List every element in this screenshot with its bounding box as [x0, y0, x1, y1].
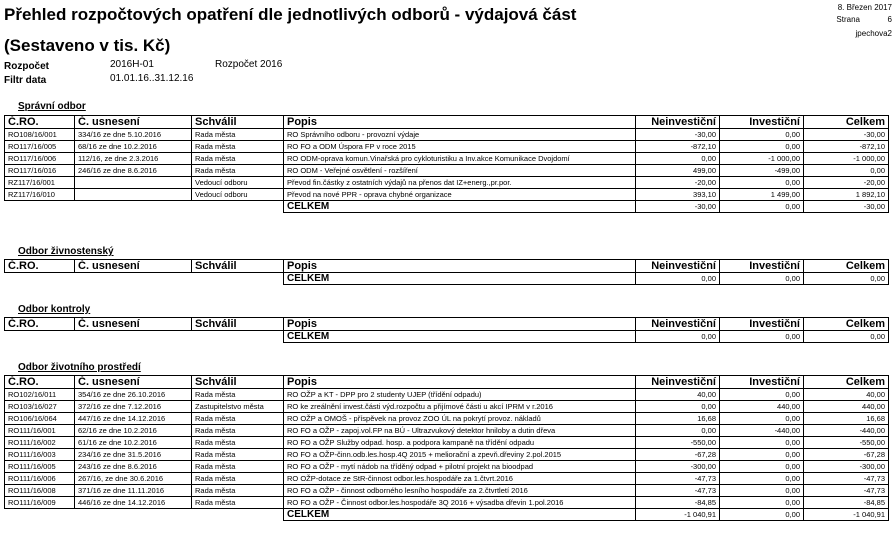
table-cell: RO111/16/006 — [5, 473, 75, 485]
table-cell: -84,85 — [804, 497, 889, 509]
table-cell: Převod fin.částky z ostatních výdajů na přenos dat IZ+energ.,pr.por. — [284, 177, 636, 189]
table-cell: 234/16 ze dne 31.5.2016 — [75, 449, 192, 461]
page-number: 6 — [887, 15, 892, 24]
column-header: Č.RO. — [5, 318, 75, 331]
blank-cell — [5, 201, 75, 213]
table-cell: RO ODM - Veřejné osvětlení - rozšíření — [284, 165, 636, 177]
column-header: Č.RO. — [5, 116, 75, 129]
column-header: Schválil — [192, 116, 284, 129]
table-cell: -1 000,00 — [804, 153, 889, 165]
column-header: Neinvestiční — [636, 260, 720, 273]
column-header: Celkem — [804, 116, 889, 129]
total-value: 0,00 — [720, 331, 804, 343]
total-value: 0,00 — [720, 201, 804, 213]
table-header-row — [5, 376, 889, 389]
table-cell: 0,00 — [720, 461, 804, 473]
blank-cell — [75, 331, 192, 343]
table-cell: 16,68 — [636, 413, 720, 425]
table-cell: Rada města — [192, 497, 284, 509]
table-cell: 440,00 — [720, 401, 804, 413]
table-cell: Rada města — [192, 153, 284, 165]
table-cell: Rada města — [192, 129, 284, 141]
table-cell: -20,00 — [804, 177, 889, 189]
table-cell: Rada města — [192, 165, 284, 177]
section-table-spravni — [4, 115, 889, 213]
blank-cell — [192, 509, 284, 521]
table-row — [5, 437, 889, 449]
table-cell: RO FO a OŽP - zapoj.vol.FP na BÚ - Ultrazvukový detektor hniloby a dutin dřeva — [284, 425, 636, 437]
table-cell: 447/16 ze dne 14.12.2016 — [75, 413, 192, 425]
table-cell: 393,10 — [636, 189, 720, 201]
table-cell: 0,00 — [720, 389, 804, 401]
table-cell: -47,73 — [636, 485, 720, 497]
table-cell: RO ke zreálnění invest.části výd.rozpočtu a přijímové části u akcí IPRM v r.2016 — [284, 401, 636, 413]
filtr-label: Filtr data — [4, 75, 47, 86]
table-cell: RO FO a OŽP - Činnost odbor.les.hospodáře 3Q 2016 + výsadba dřevin 1.pol.2016 — [284, 497, 636, 509]
table-cell: RO FO a OŽP-činn.odb.les.hosp.4Q 2015 + meliorační a zpevň.dřeviny 2.pol.2015 — [284, 449, 636, 461]
column-header: Č.RO. — [5, 376, 75, 389]
table-cell: RO FO a OŽP - činnost odborného lesního hospodáře za 2.čtvrtletí 2016 — [284, 485, 636, 497]
table-cell: RO117/16/016 — [5, 165, 75, 177]
table-cell: Rada města — [192, 449, 284, 461]
table-cell: -440,00 — [720, 425, 804, 437]
table-cell: 0,00 — [720, 497, 804, 509]
table-row — [5, 473, 889, 485]
table-cell: RO OŽP-dotace ze StR-činnost odbor.les.hospodáře za 1.čtvrt.2016 — [284, 473, 636, 485]
table-header-row — [5, 318, 889, 331]
table-cell: Rada města — [192, 437, 284, 449]
table-cell: 1 499,00 — [720, 189, 804, 201]
table-cell: -67,28 — [636, 449, 720, 461]
table-row — [5, 413, 889, 425]
blank-cell — [75, 273, 192, 285]
table-cell: 0,00 — [720, 449, 804, 461]
blank-cell — [192, 273, 284, 285]
table-cell: -440,00 — [804, 425, 889, 437]
table-cell: 499,00 — [636, 165, 720, 177]
total-value: 0,00 — [636, 273, 720, 285]
total-value: -1 040,91 — [636, 509, 720, 521]
table-row — [5, 497, 889, 509]
total-value: -30,00 — [804, 201, 889, 213]
table-cell: 61/16 ze dne 10.2.2016 — [75, 437, 192, 449]
total-value: 0,00 — [720, 509, 804, 521]
blank-cell — [5, 331, 75, 343]
table-cell: 112/16, ze dne 2.3.2016 — [75, 153, 192, 165]
table-cell: 0,00 — [636, 153, 720, 165]
section-table-zivnostensky — [4, 259, 889, 285]
table-cell: 354/16 ze dne 26.10.2016 — [75, 389, 192, 401]
table-row — [5, 449, 889, 461]
column-header: Č. usnesení — [75, 116, 192, 129]
table-header-row — [5, 260, 889, 273]
blank-cell — [5, 273, 75, 285]
table-cell: Rada města — [192, 413, 284, 425]
table-cell: 40,00 — [804, 389, 889, 401]
table-cell: RO108/16/001 — [5, 129, 75, 141]
table-cell: RO Správního odboru - provozní výdaje — [284, 129, 636, 141]
table-cell: -550,00 — [636, 437, 720, 449]
column-header: Schválil — [192, 376, 284, 389]
table-cell: 334/16 ze dne 5.10.2016 — [75, 129, 192, 141]
table-cell: -300,00 — [636, 461, 720, 473]
table-cell: 372/16 ze dne 7.12.2016 — [75, 401, 192, 413]
total-label: CELKEM — [284, 201, 636, 213]
rozpocet-code: 2016H-01 — [110, 59, 154, 70]
table-cell: Rada města — [192, 389, 284, 401]
total-value: -1 040,91 — [804, 509, 889, 521]
total-label: CELKEM — [284, 331, 636, 343]
table-cell: RZ117/16/010 — [5, 189, 75, 201]
table-row — [5, 461, 889, 473]
table-cell: 0,00 — [720, 129, 804, 141]
table-cell: -47,73 — [636, 473, 720, 485]
column-header: Investiční — [720, 376, 804, 389]
table-cell: 68/16 ze dne 10.2.2016 — [75, 141, 192, 153]
table-cell — [75, 189, 192, 201]
section-title-zivotni-prostredi: Odbor životního prostředí — [18, 362, 141, 373]
table-cell: 371/16 ze dne 11.11.2016 — [75, 485, 192, 497]
table-cell: RO117/16/006 — [5, 153, 75, 165]
table-cell: RO OŽP a OMOŠ - příspěvek na provoz ZOO ÚL na pokrytí provoz. nákladů — [284, 413, 636, 425]
column-header: Č. usnesení — [75, 260, 192, 273]
table-cell: RO FO a ODM Úspora FP v roce 2015 — [284, 141, 636, 153]
table-cell: -499,00 — [720, 165, 804, 177]
total-row — [5, 201, 889, 213]
table-cell: 267/16, ze dne 30.6.2016 — [75, 473, 192, 485]
blank-cell — [75, 509, 192, 521]
table-cell — [75, 177, 192, 189]
table-cell: -872,10 — [636, 141, 720, 153]
table-cell: RO111/16/009 — [5, 497, 75, 509]
table-cell: 62/16 ze dne 10.2.2016 — [75, 425, 192, 437]
column-header: Investiční — [720, 116, 804, 129]
column-header: Č. usnesení — [75, 376, 192, 389]
table-cell: -872,10 — [804, 141, 889, 153]
table-row — [5, 177, 889, 189]
report-date: 8. Březen 2017 — [837, 3, 892, 12]
table-cell: Rada města — [192, 485, 284, 497]
column-header: Investiční — [720, 318, 804, 331]
column-header: Investiční — [720, 260, 804, 273]
report-subtitle: (Sestaveno v tis. Kč) — [4, 36, 171, 55]
table-cell: -47,73 — [804, 473, 889, 485]
table-cell: 243/16 ze dne 8.6.2016 — [75, 461, 192, 473]
table-cell: -1 000,00 — [720, 153, 804, 165]
table-cell: 0,00 — [720, 413, 804, 425]
table-cell: -300,00 — [804, 461, 889, 473]
table-cell: 40,00 — [636, 389, 720, 401]
table-cell: -20,00 — [636, 177, 720, 189]
column-header: Neinvestiční — [636, 116, 720, 129]
table-cell: RO102/16/011 — [5, 389, 75, 401]
rozpocet-name: Rozpočet 2016 — [215, 59, 283, 70]
column-header: Popis — [284, 376, 636, 389]
table-cell: 246/16 ze dne 8.6.2016 — [75, 165, 192, 177]
blank-cell — [192, 331, 284, 343]
table-cell: RO117/16/005 — [5, 141, 75, 153]
column-header: Neinvestiční — [636, 318, 720, 331]
table-cell: -550,00 — [804, 437, 889, 449]
table-cell: 440,00 — [804, 401, 889, 413]
table-cell: Rada města — [192, 425, 284, 437]
table-cell: RO ODM-oprava komun.Vinařská pro cykloturistiku a Inv.akce Komunikace Dvojdomí — [284, 153, 636, 165]
blank-cell — [75, 201, 192, 213]
total-row — [5, 331, 889, 343]
column-header: Popis — [284, 260, 636, 273]
table-cell: RO FO a OŽP Služby odpad. hosp. a podpora kampaně na třídění odpadu — [284, 437, 636, 449]
table-cell: RO FO a OŽP - mytí nádob na tříděný odpad + pilotní projekt na bioodpad — [284, 461, 636, 473]
column-header: Schválil — [192, 318, 284, 331]
total-row — [5, 509, 889, 521]
section-title-spravni: Správní odbor — [18, 101, 86, 112]
table-cell: -67,28 — [804, 449, 889, 461]
table-cell: Rada města — [192, 461, 284, 473]
column-header: Celkem — [804, 376, 889, 389]
total-label: CELKEM — [284, 509, 636, 521]
total-label: CELKEM — [284, 273, 636, 285]
section-title-kontroly: Odbor kontroly — [18, 304, 91, 315]
table-cell: RO111/16/005 — [5, 461, 75, 473]
column-header: Celkem — [804, 318, 889, 331]
table-cell: Zastupitelstvo města — [192, 401, 284, 413]
table-cell: 0,00 — [720, 141, 804, 153]
rozpocet-label: Rozpočet — [4, 61, 49, 72]
table-cell: 0,00 — [804, 165, 889, 177]
table-cell: RO111/16/003 — [5, 449, 75, 461]
column-header: Celkem — [804, 260, 889, 273]
filtr-value: 01.01.16..31.12.16 — [110, 73, 194, 84]
table-cell: Vedoucí odboru — [192, 177, 284, 189]
table-cell: 0,00 — [636, 425, 720, 437]
table-cell: RO111/16/008 — [5, 485, 75, 497]
table-cell: 0,00 — [720, 473, 804, 485]
table-cell: RO OŽP a KT - DPP pro 2 studenty UJEP (třídění odpadu) — [284, 389, 636, 401]
table-row — [5, 189, 889, 201]
table-row — [5, 425, 889, 437]
table-cell: 0,00 — [720, 485, 804, 497]
blank-cell — [5, 509, 75, 521]
blank-cell — [192, 201, 284, 213]
table-cell: -84,85 — [636, 497, 720, 509]
table-cell: RO111/16/001 — [5, 425, 75, 437]
user-name: jpechova2 — [855, 29, 892, 38]
column-header: Č.RO. — [5, 260, 75, 273]
table-cell: RO103/16/027 — [5, 401, 75, 413]
column-header: Popis — [284, 116, 636, 129]
table-row — [5, 129, 889, 141]
table-cell: -47,73 — [804, 485, 889, 497]
section-table-kontroly — [4, 317, 889, 343]
table-cell: 0,00 — [720, 177, 804, 189]
total-value: -30,00 — [636, 201, 720, 213]
page-label: Strana — [836, 15, 860, 24]
table-cell: 16,68 — [804, 413, 889, 425]
table-cell: 0,00 — [720, 437, 804, 449]
table-cell: Rada města — [192, 141, 284, 153]
table-cell: Rada města — [192, 473, 284, 485]
column-header: Popis — [284, 318, 636, 331]
table-cell: RO106/16/064 — [5, 413, 75, 425]
total-row — [5, 273, 889, 285]
column-header: Č. usnesení — [75, 318, 192, 331]
table-cell: 0,00 — [636, 401, 720, 413]
table-row — [5, 389, 889, 401]
table-row — [5, 485, 889, 497]
table-row — [5, 153, 889, 165]
table-row — [5, 165, 889, 177]
table-cell: Převod na nové PPR - oprava chybné organizace — [284, 189, 636, 201]
table-row — [5, 401, 889, 413]
section-title-zivnostensky: Odbor živnostenský — [18, 246, 114, 257]
column-header: Schválil — [192, 260, 284, 273]
table-cell: RO111/16/002 — [5, 437, 75, 449]
section-table-zivotni-prostredi — [4, 375, 889, 521]
total-value: 0,00 — [720, 273, 804, 285]
table-cell: Vedoucí odboru — [192, 189, 284, 201]
table-cell: -30,00 — [636, 129, 720, 141]
total-value: 0,00 — [636, 331, 720, 343]
report-title: Přehled rozpočtových opatření dle jednotlivých odborů - výdajová část — [4, 5, 577, 24]
table-row — [5, 141, 889, 153]
table-cell: 1 892,10 — [804, 189, 889, 201]
total-value: 0,00 — [804, 331, 889, 343]
table-cell: 446/16 ze dne 14.12.2016 — [75, 497, 192, 509]
table-header-row — [5, 116, 889, 129]
table-cell: -30,00 — [804, 129, 889, 141]
column-header: Neinvestiční — [636, 376, 720, 389]
total-value: 0,00 — [804, 273, 889, 285]
table-cell: RZ117/16/001 — [5, 177, 75, 189]
